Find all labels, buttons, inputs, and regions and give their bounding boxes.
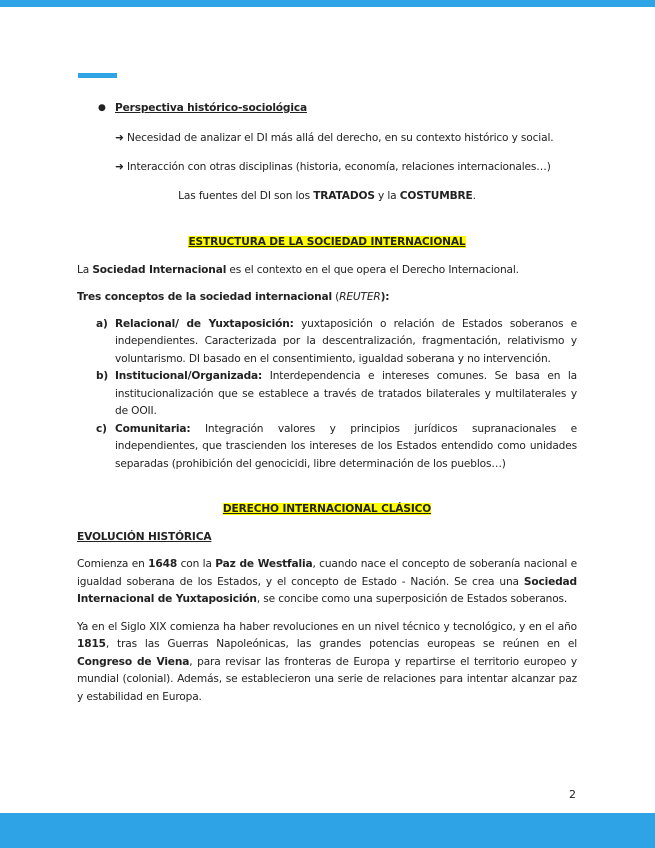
list-marker: a) xyxy=(96,317,108,330)
concepts-paren: ): xyxy=(380,291,390,303)
paragraph-text: , cuando nace el concepto de soberanía nacional e igualdad soberana de los Estados, y el concepto de Estado - Nación. Se crea una xyxy=(77,558,578,588)
arrow-item-1 xyxy=(77,130,577,148)
arrow-right-icon: ➜ xyxy=(115,131,124,144)
subsection-heading xyxy=(77,529,577,547)
list-marker: c) xyxy=(96,422,107,435)
paragraph-text: Ya en el Siglo XIX comienza ha haber revoluciones en un nivel técnico y tecnológico, y en el año xyxy=(77,620,577,633)
list-text: Integración valores y principios jurídicos supranacionales e independientes, que trascienden los intereses de los Estados entendido como unidades separadas (prohibición del genocicidi, libre determinación de los pueblos…) xyxy=(115,422,577,470)
paragraph-bold: Paz de Westfalia xyxy=(215,558,313,570)
paragraph-text: , para revisar las fronteras de Europa y repartirse el territorio europeo y mundial (colonial). Además, se establecieron una serie de relaciones para intentar alcanzar paz y estabilidad en Europa. xyxy=(77,655,577,703)
arrow-right-icon: ➜ xyxy=(115,161,124,173)
page-number: 2 xyxy=(569,788,576,801)
section-title: DERECHO INTERNACIONAL CLÁSICO xyxy=(222,503,432,515)
list-item xyxy=(77,421,577,474)
arrow-item-text: Necesidad de analizar el DI más allá del derecho, en su contexto histórico y social. xyxy=(126,131,554,144)
paragraph-text: Comienza en xyxy=(77,558,149,570)
intro-paragraph xyxy=(77,262,577,280)
list-text: yuxtaposición o relación de Estados soberanos e independientes. Caracterizada por la descentralización, fragmentación, relativismo y voluntarismo. DI basado en el consentimiento, igualdad soberana y no intervención. xyxy=(115,317,577,365)
list-marker: b) xyxy=(96,370,109,382)
paragraph-text: con la xyxy=(177,558,216,570)
arrow-item-text: Interacción con otras disciplinas (historia, economía, relaciones internacionales…) xyxy=(126,161,551,173)
intro-text: La xyxy=(77,263,93,276)
subsection-title: EVOLUCIÓN HISTÓRICA xyxy=(77,530,212,543)
list-term: Comunitaria: xyxy=(115,422,191,435)
list-text: Interdependencia e intereses comunes. Se basa en la institucionalización que se establece a través de tratados bilaterales y multilaterales y de OOII. xyxy=(115,370,577,417)
intro-bold: Sociedad Internacional xyxy=(92,263,227,276)
sources-text: Las fuentes del DI son los xyxy=(178,189,314,202)
arrow-item-2 xyxy=(77,159,577,177)
section-heading-structure xyxy=(77,234,577,252)
paragraph-text: , tras las Guerras Napoleónicas, las grandes potencias europeas se reúnen en el xyxy=(105,638,577,650)
section-heading-classic xyxy=(77,501,577,519)
list-term: Institucional/Organizada: xyxy=(115,370,263,382)
concepts-list xyxy=(77,316,577,474)
sources-line xyxy=(77,188,577,206)
paragraph-bold: 1815 xyxy=(77,638,106,650)
bottom-color-band xyxy=(0,813,655,848)
top-color-band xyxy=(0,0,655,7)
paragraph-westfalia xyxy=(77,556,577,609)
paragraph-bold: Congreso de Viena xyxy=(77,655,190,668)
bullet-dot-icon: ● xyxy=(98,103,106,113)
list-item xyxy=(77,368,577,421)
paragraph-bold: 1648 xyxy=(148,558,178,570)
concepts-paren: ( xyxy=(331,291,340,303)
list-term: Relacional/ de Yuxtaposición: xyxy=(115,317,294,330)
sources-text: y la xyxy=(374,189,400,202)
sources-text: . xyxy=(472,189,476,202)
intro-text: es el contexto en el que opera el Derecho Internacional. xyxy=(226,263,519,276)
paragraph-bold: Sociedad Internacional de Yuxtaposición xyxy=(77,575,577,605)
sources-custom: COSTUMBRE xyxy=(399,189,473,202)
paragraph-text: , se concibe como una superposición de Estados soberanos. xyxy=(256,593,568,605)
accent-bar xyxy=(78,73,117,78)
concepts-title xyxy=(77,289,577,307)
bullet-heading-text: Perspectiva histórico-sociológica xyxy=(115,102,307,114)
bullet-heading xyxy=(77,100,577,118)
paragraph-viena xyxy=(77,619,577,707)
concepts-author: REUTER xyxy=(339,291,381,303)
page-content xyxy=(77,100,577,706)
sources-treaties: TRATADOS xyxy=(313,189,375,202)
list-item xyxy=(77,316,577,369)
concepts-title-text: Tres conceptos de la sociedad internacional xyxy=(77,291,332,303)
section-title: ESTRUCTURA DE LA SOCIEDAD INTERNACIONAL xyxy=(188,236,466,248)
